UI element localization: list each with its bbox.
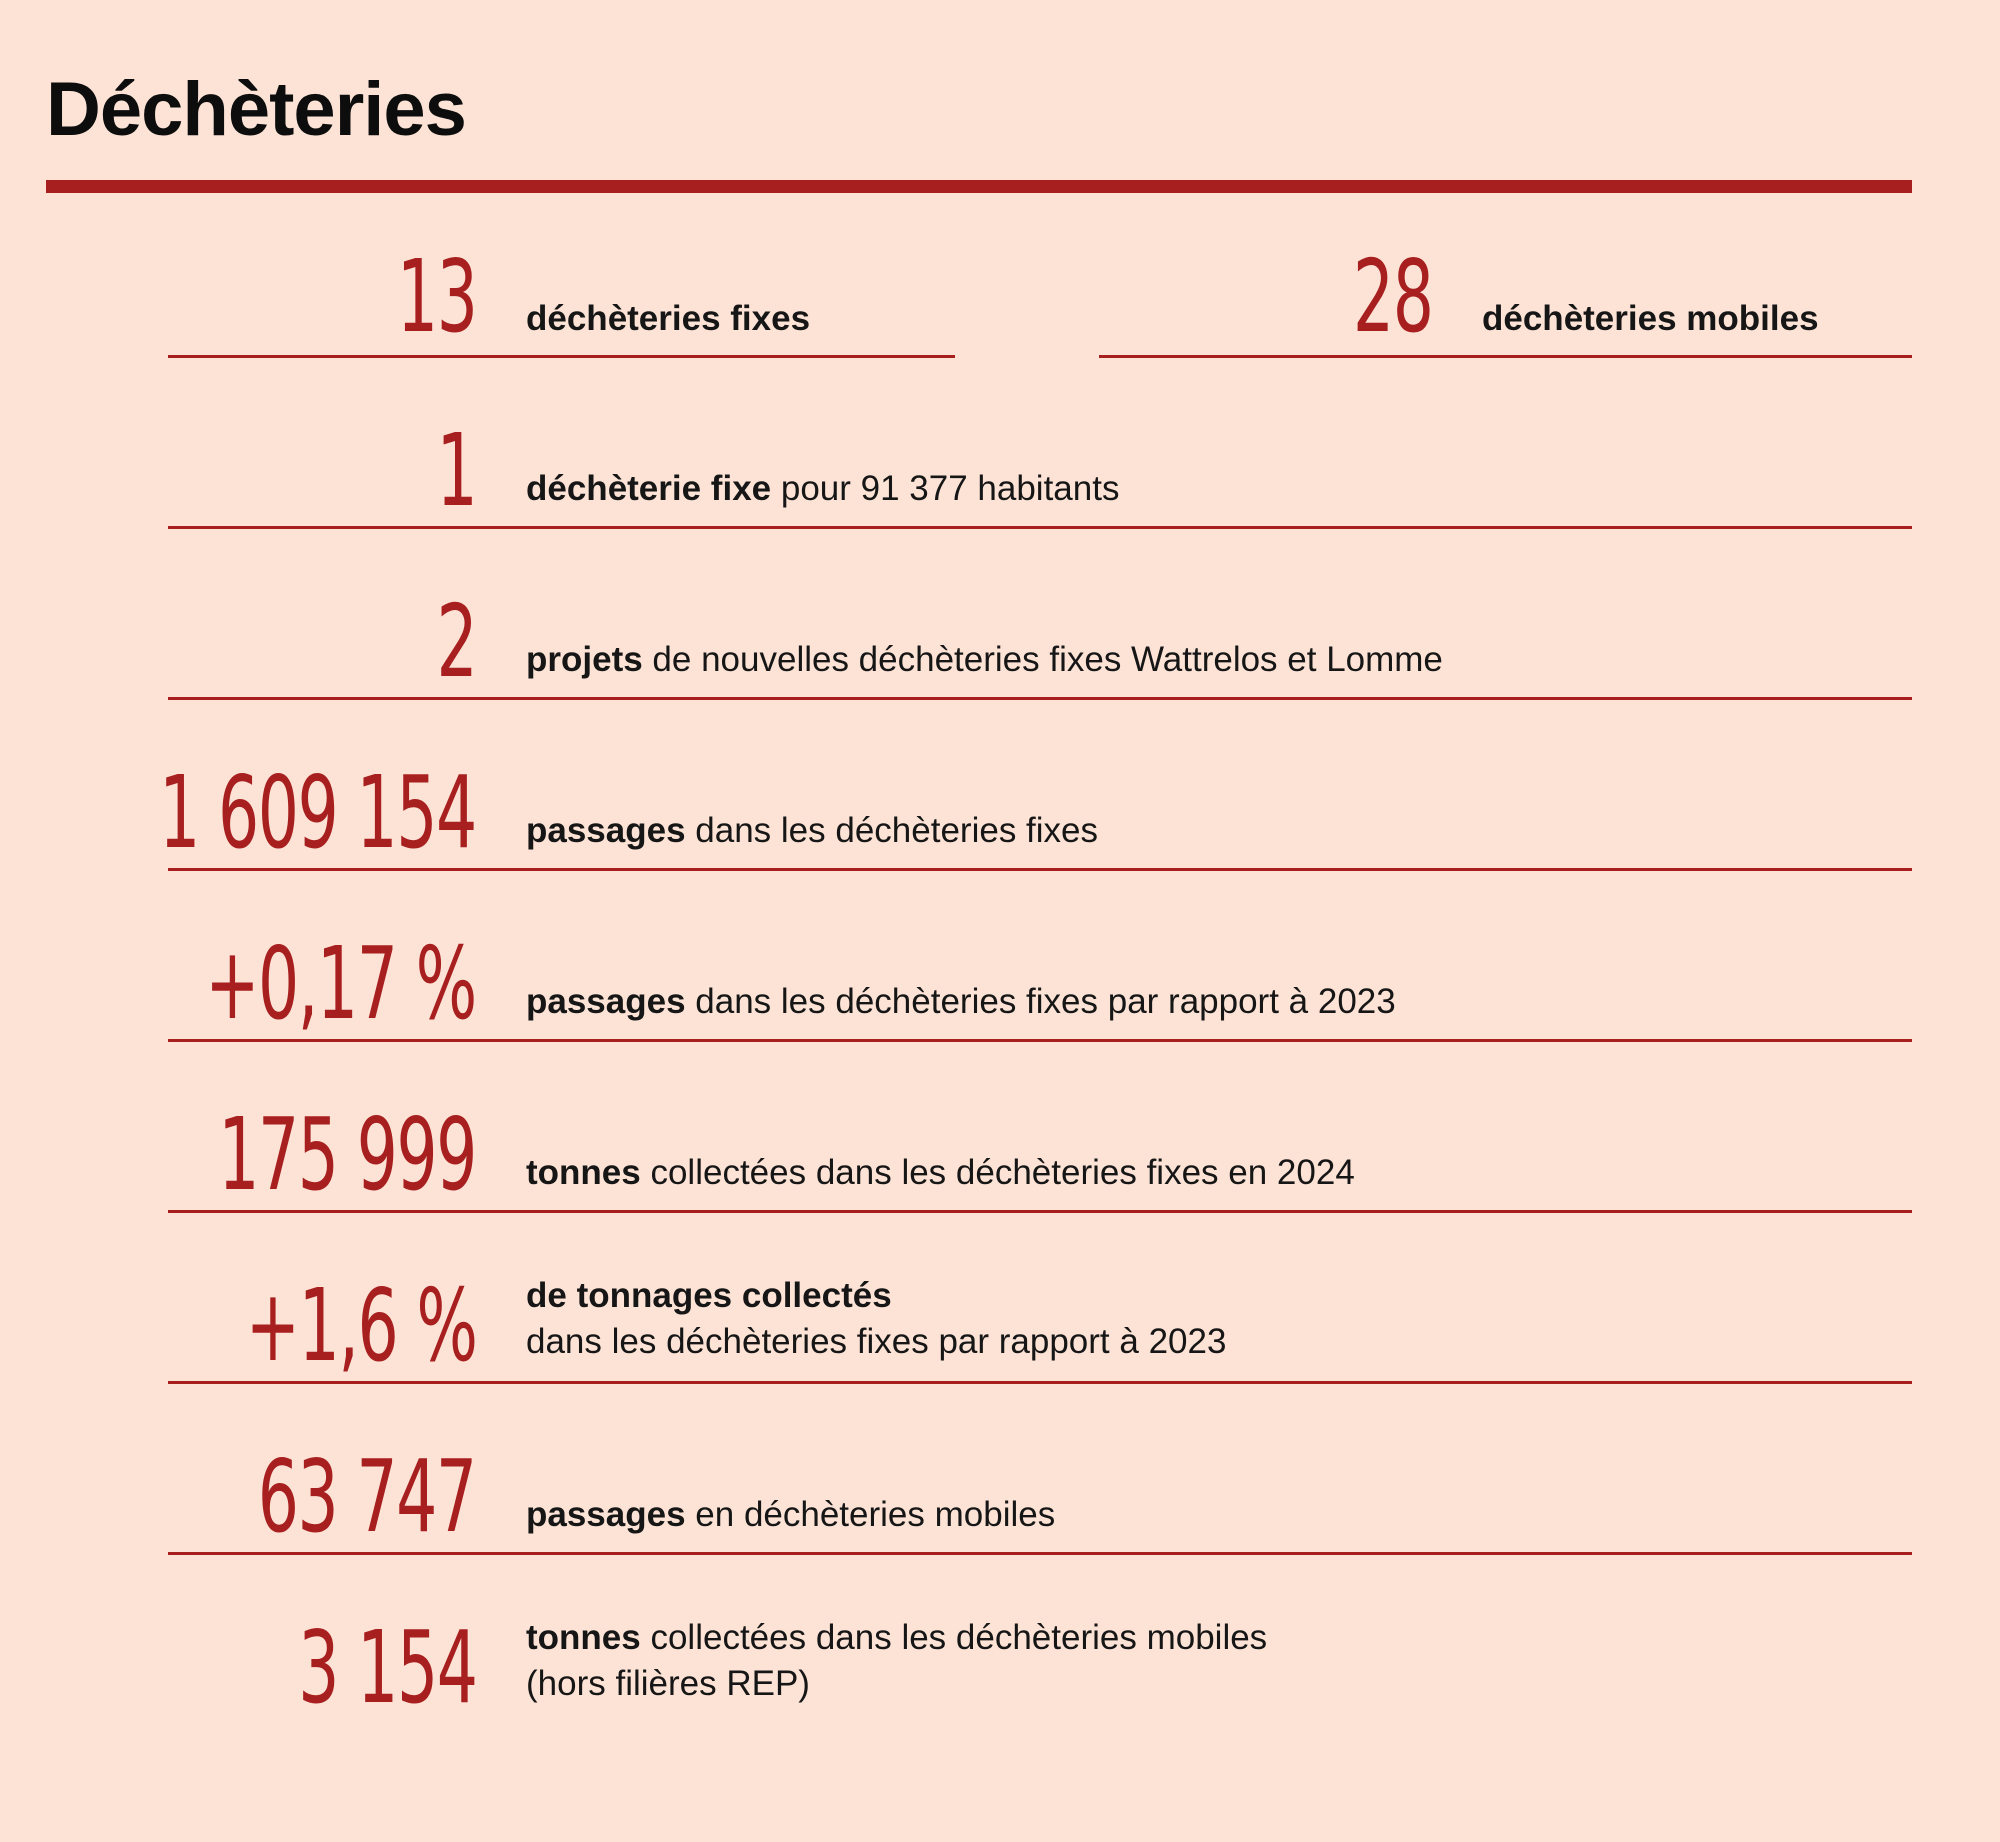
stat-row-tonnage-change — [168, 1213, 1912, 1384]
stat-label-text: dans les déchèteries fixes — [685, 811, 1099, 850]
stat-description — [526, 808, 1098, 854]
stat-label-text: dans les déchèteries fixes par rapport à 2023 — [685, 982, 1396, 1021]
stat-number: 1 609 154 — [159, 754, 476, 871]
stat-row-tonnes-fixed — [168, 1042, 1912, 1213]
stat-label-bold: passages — [526, 811, 686, 850]
stat-number: 13 — [396, 238, 476, 355]
stat-label-bold: tonnes — [526, 1153, 641, 1192]
stat-description — [526, 979, 1396, 1025]
stat-label-bold: tonnes — [526, 1618, 641, 1657]
stat-number: 28 — [1352, 238, 1432, 355]
stat-label-text: pour 91 377 habitants — [771, 469, 1120, 508]
stat-description — [526, 1273, 1226, 1365]
stat-description — [526, 1615, 1267, 1707]
stat-row-inhabitants — [168, 358, 1912, 529]
stat-label-bold: passages — [526, 1495, 686, 1534]
title-divider — [46, 180, 1912, 193]
page-title: Déchèteries — [46, 67, 466, 152]
stat-label-text: de nouvelles déchèteries fixes Wattrelos et Lomme — [642, 640, 1443, 679]
stat-label-text: collectées dans les déchèteries mobiles — [640, 1618, 1268, 1657]
stat-description — [526, 637, 1443, 683]
stat-label-bold: déchèteries mobiles — [1482, 299, 1819, 338]
stat-row-projects — [168, 529, 1912, 700]
stat-label-text: en déchèteries mobiles — [685, 1495, 1056, 1534]
stat-number: 2 — [436, 583, 476, 700]
stat-label-bold: passages — [526, 982, 686, 1021]
stat-row-tonnes-mobile — [168, 1555, 1912, 1726]
stat-row-fixed-count — [168, 240, 955, 358]
stat-label-bold: déchèteries fixes — [526, 299, 811, 338]
stat-label-bold: de tonnages collectés — [526, 1276, 892, 1315]
stat-description — [526, 466, 1119, 512]
stat-number: +1,6 % — [245, 1267, 476, 1384]
stat-label-bold: projets — [526, 640, 643, 679]
stat-row-visits-change — [168, 871, 1912, 1042]
stat-row-mobile-count — [1099, 240, 1912, 358]
stat-description — [1482, 296, 1819, 342]
stat-label-line2: dans les déchèteries fixes par rapport à 2023 — [526, 1322, 1227, 1361]
stat-description — [526, 296, 810, 342]
stat-description — [526, 1492, 1055, 1538]
stat-number: 1 — [436, 412, 476, 529]
stat-number: +0,17 % — [205, 925, 476, 1042]
stat-label-bold: déchèterie fixe — [526, 469, 772, 508]
stat-row-visits-fixed — [159, 700, 1912, 871]
stat-number: 175 999 — [218, 1096, 476, 1213]
stat-number: 3 154 — [297, 1609, 476, 1726]
stat-label-line2: (hors filières REP) — [526, 1664, 810, 1703]
stat-description — [526, 1150, 1355, 1196]
stat-row-visits-mobile — [168, 1384, 1912, 1555]
stat-number: 63 747 — [258, 1438, 476, 1555]
stat-label-text: collectées dans les déchèteries fixes en 2024 — [640, 1153, 1355, 1192]
